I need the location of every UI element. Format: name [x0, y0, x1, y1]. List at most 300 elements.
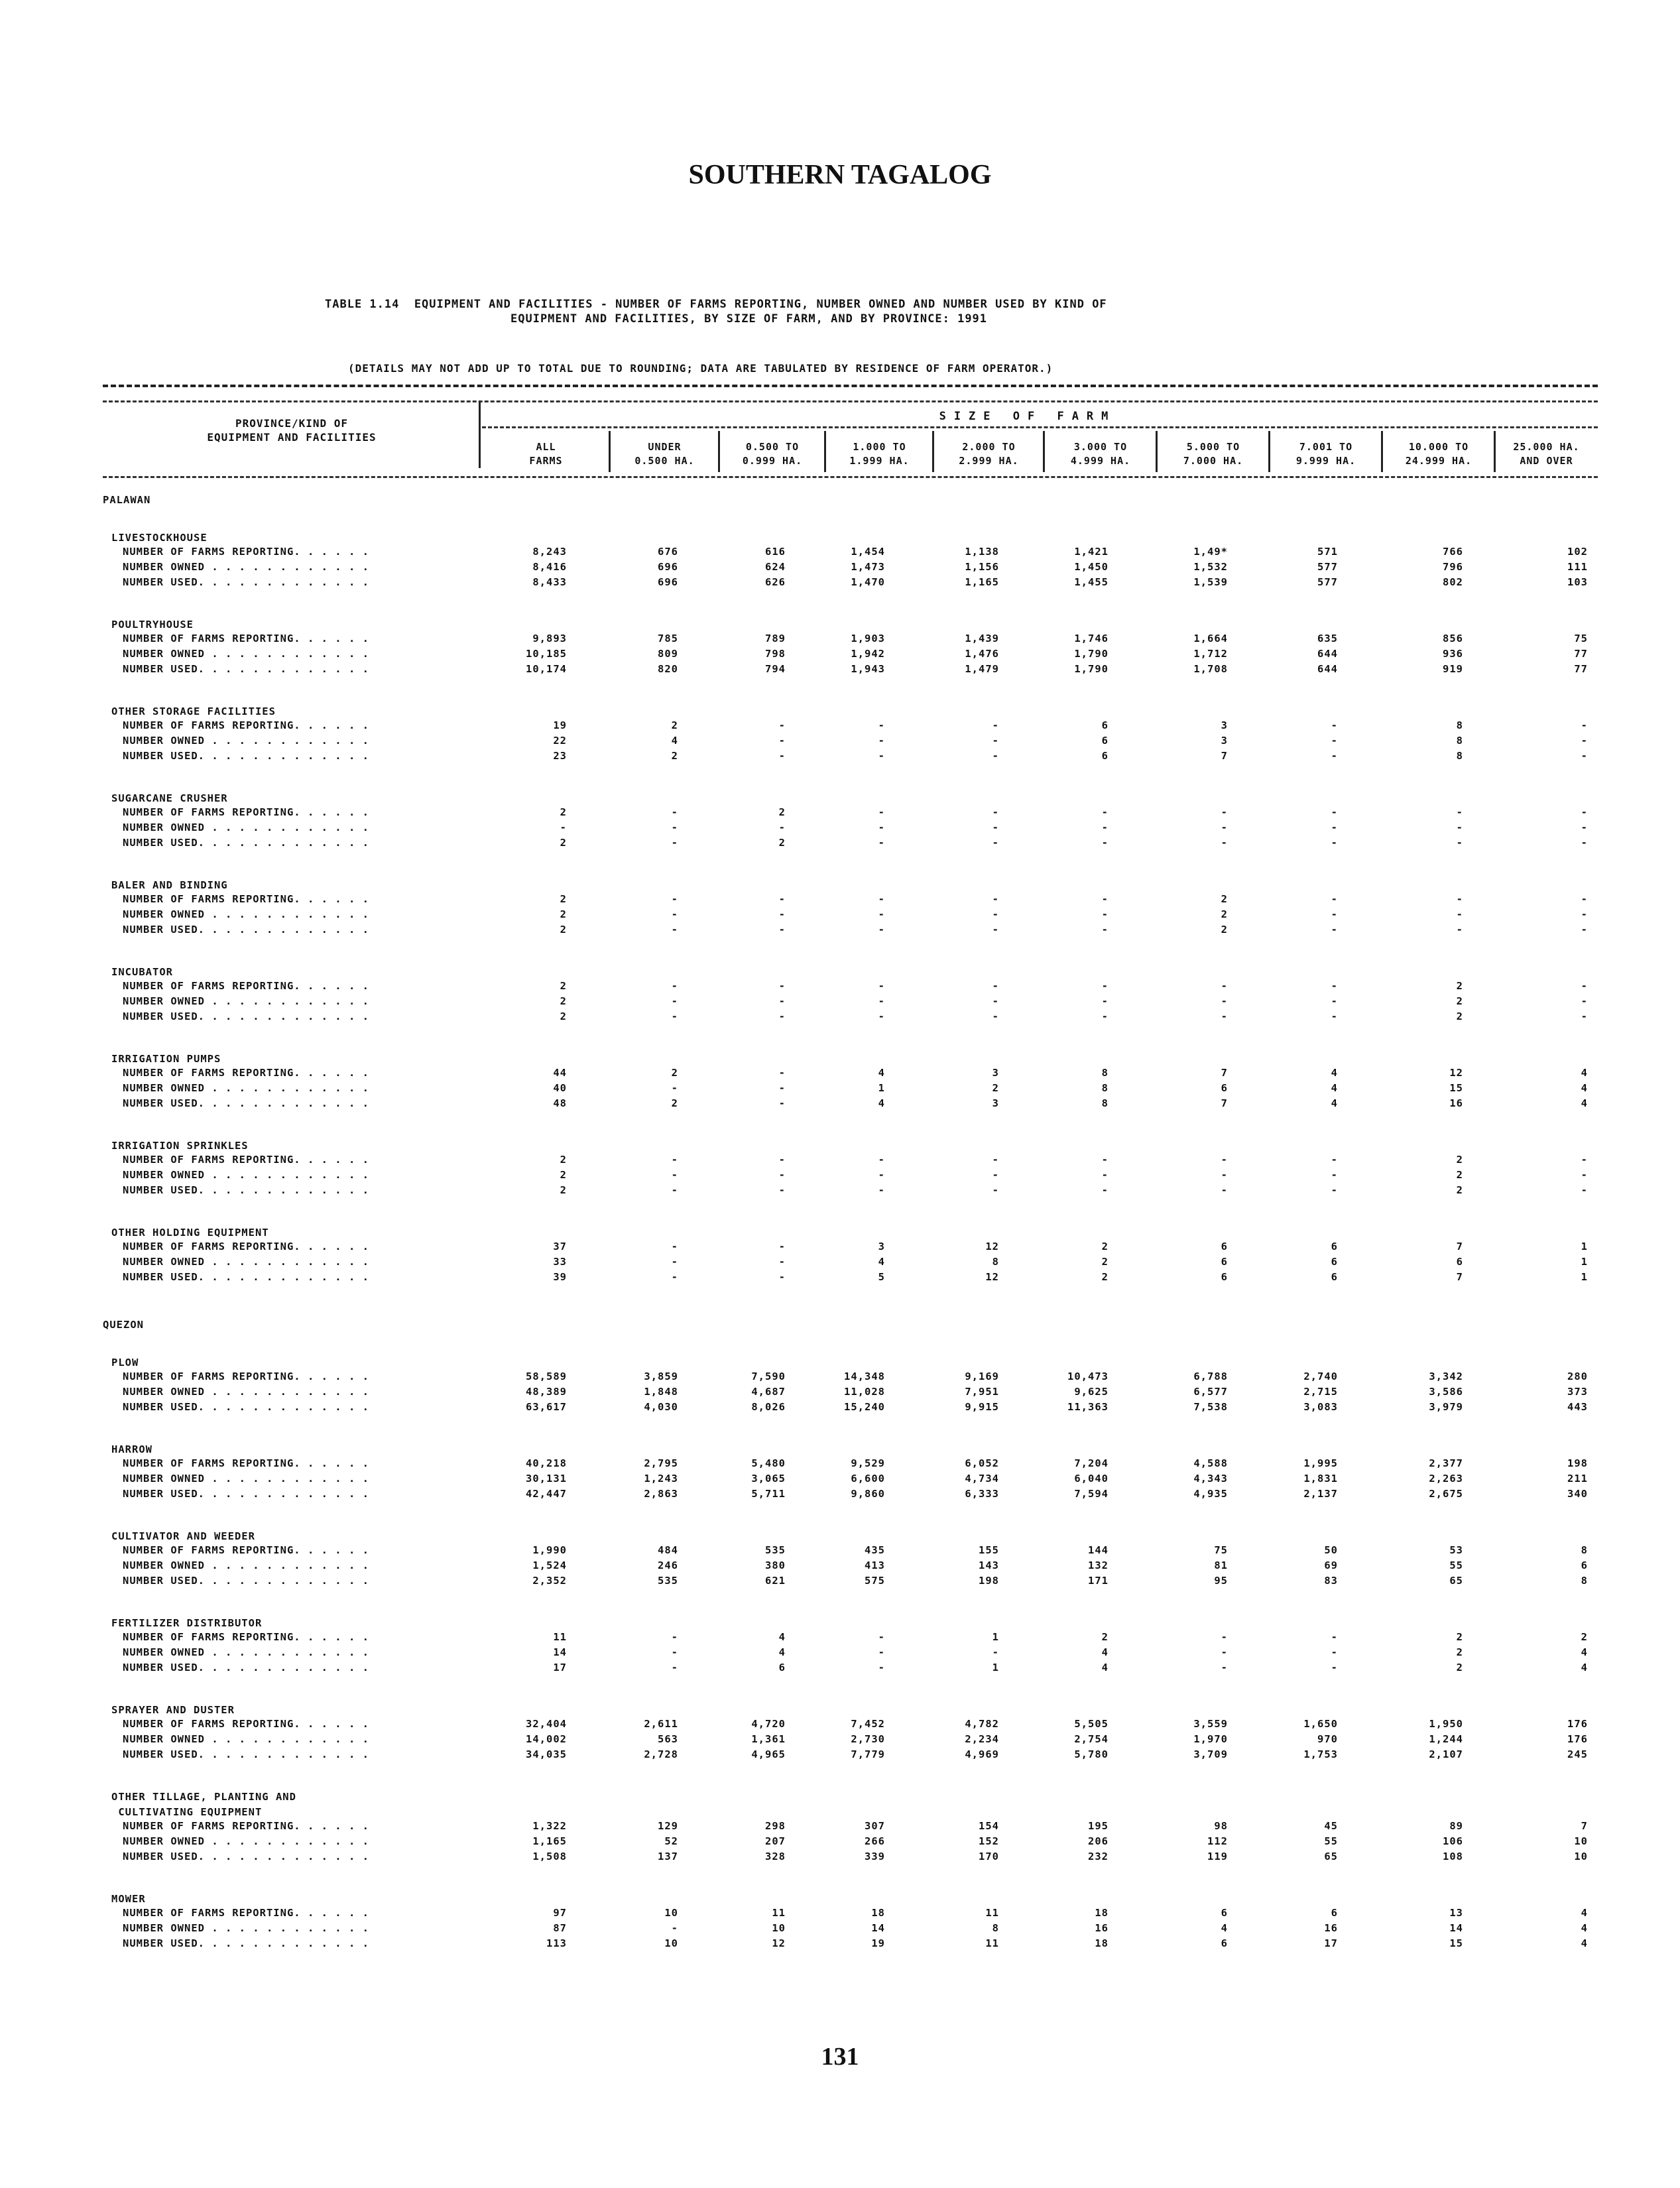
table-cell: 89	[1449, 1820, 1463, 1832]
column-header: ALL FARMS	[529, 441, 563, 467]
table-cell: 4	[1331, 1082, 1338, 1094]
table-cell: 8	[1581, 1544, 1588, 1556]
table-cell: 10	[1574, 1835, 1588, 1847]
column-divider	[1268, 431, 1270, 472]
table-cell: -	[671, 806, 678, 818]
row-label: NUMBER OWNED . . . . . . . . . . . .	[123, 1733, 369, 1745]
table-cell: -	[1456, 806, 1463, 818]
table-cell: 15	[1449, 1082, 1463, 1094]
table-cell: 2,137	[1303, 1488, 1338, 1500]
table-cell: -	[1581, 837, 1588, 849]
table-cell: 4	[1581, 1067, 1588, 1079]
table-cell: 373	[1567, 1386, 1588, 1398]
table-cell: -	[671, 821, 678, 833]
table-cell: 1,942	[851, 648, 885, 660]
row-label: NUMBER OWNED . . . . . . . . . . . .	[123, 908, 369, 920]
table-cell: -	[992, 908, 999, 920]
table-cell: 14	[1449, 1922, 1463, 1934]
row-label: NUMBER USED. . . . . . . . . . . . .	[123, 1937, 369, 1949]
table-cell: -	[992, 924, 999, 936]
table-cell: 298	[765, 1820, 786, 1832]
table-cell: -	[878, 750, 885, 762]
table-cell: 820	[658, 663, 678, 675]
equipment-group-name: OTHER STORAGE FACILITIES	[111, 705, 276, 717]
table-cell: 3,859	[644, 1370, 678, 1382]
table-cell: 14,348	[844, 1370, 885, 1382]
equipment-group-name: OTHER TILLAGE, PLANTING AND CULTIVATING EQUIPMENT	[111, 1791, 296, 1818]
table-cell: 785	[658, 633, 678, 644]
table-cell: -	[878, 719, 885, 731]
row-label: NUMBER OWNED . . . . . . . . . . . .	[123, 648, 369, 660]
table-cell: 30,131	[526, 1473, 567, 1485]
table-cell: -	[1581, 1154, 1588, 1166]
table-cell: -	[778, 980, 786, 992]
table-cell: -	[1331, 995, 1338, 1007]
table-title-line2: EQUIPMENT AND FACILITIES, BY SIZE OF FARM, AND BY PROVINCE: 1991	[510, 312, 988, 326]
table-cell: -	[1101, 1184, 1109, 1196]
table-cell: 10	[772, 1922, 786, 1934]
table-cell: -	[1221, 1169, 1228, 1181]
table-cell: 1,539	[1193, 576, 1228, 588]
table-cell: 1,243	[644, 1473, 678, 1485]
table-cell: 1,970	[1193, 1733, 1228, 1745]
table-cell: 2,611	[644, 1718, 678, 1730]
table-cell: 616	[765, 546, 786, 558]
table-cell: -	[778, 924, 786, 936]
row-label: NUMBER USED. . . . . . . . . . . . .	[123, 1662, 369, 1673]
table-cell: -	[1221, 1662, 1228, 1673]
table-cell: 563	[658, 1733, 678, 1745]
table-cell: 65	[1324, 1851, 1338, 1862]
table-row	[123, 821, 1608, 837]
table-cell: 176	[1567, 1718, 1588, 1730]
table-cell: 48	[553, 1097, 567, 1109]
table-cell: -	[778, 1067, 786, 1079]
table-cell: 4	[1331, 1097, 1338, 1109]
table-cell: 58,589	[526, 1370, 567, 1382]
table-cell: 17	[1324, 1937, 1338, 1949]
table-cell: -	[878, 908, 885, 920]
table-cell: 1,532	[1193, 561, 1228, 573]
table-cell: 2	[1456, 1662, 1463, 1673]
table-cell: 6	[1456, 1256, 1463, 1268]
row-label: NUMBER USED. . . . . . . . . . . . .	[123, 750, 369, 762]
table-cell: 3,065	[751, 1473, 786, 1485]
row-label: NUMBER OF FARMS REPORTING. . . . . .	[123, 1241, 369, 1252]
table-cell: 1	[1581, 1271, 1588, 1283]
row-label: NUMBER OWNED . . . . . . . . . . . .	[123, 1922, 369, 1934]
column-header: 7.001 TO 9.999 HA.	[1295, 441, 1356, 467]
table-cell: 8,433	[532, 576, 567, 588]
table-cell: 856	[1443, 633, 1463, 644]
row-label: NUMBER OF FARMS REPORTING. . . . . .	[123, 1457, 369, 1469]
table-cell: 2	[560, 924, 567, 936]
equipment-group-name: IRRIGATION SPRINKLES	[111, 1140, 249, 1152]
table-cell: 32,404	[526, 1718, 567, 1730]
table-row	[123, 1907, 1608, 1922]
table-cell: 11	[985, 1937, 999, 1949]
table-cell: -	[671, 924, 678, 936]
table-cell: 2,263	[1429, 1473, 1463, 1485]
table-cell: -	[1331, 1010, 1338, 1022]
column-divider	[1043, 431, 1045, 472]
table-cell: 1,650	[1303, 1718, 1338, 1730]
table-cell: 10	[664, 1937, 678, 1949]
table-cell: 1,903	[851, 633, 885, 644]
row-label: NUMBER OF FARMS REPORTING. . . . . .	[123, 1370, 369, 1382]
table-cell: 6,333	[965, 1488, 999, 1500]
table-cell: -	[671, 908, 678, 920]
table-cell: 1,421	[1074, 546, 1109, 558]
table-cell: 1,165	[965, 576, 999, 588]
row-label: NUMBER OWNED . . . . . . . . . . . .	[123, 1646, 369, 1658]
row-label: NUMBER USED. . . . . . . . . . . . .	[123, 1851, 369, 1862]
table-cell: -	[992, 806, 999, 818]
table-cell: 7,951	[965, 1386, 999, 1398]
table-row	[123, 924, 1608, 939]
table-cell: -	[1331, 837, 1338, 849]
table-cell: 4,965	[751, 1748, 786, 1760]
table-cell: 19	[553, 719, 567, 731]
column-header: 2.000 TO 2.999 HA.	[959, 441, 1019, 467]
table-cell: 571	[1317, 546, 1338, 558]
row-label: NUMBER OF FARMS REPORTING. . . . . .	[123, 1154, 369, 1166]
table-cell: 12	[985, 1271, 999, 1283]
table-cell: 6	[1581, 1559, 1588, 1571]
table-cell: 195	[1088, 1820, 1109, 1832]
table-cell: -	[1221, 1646, 1228, 1658]
table-row	[123, 1010, 1608, 1026]
table-cell: 766	[1443, 546, 1463, 558]
table-cell: -	[1456, 893, 1463, 905]
row-label: NUMBER USED. . . . . . . . . . . . .	[123, 837, 369, 849]
table-cell: -	[878, 806, 885, 818]
table-cell: 8	[1101, 1097, 1109, 1109]
table-cell: 18	[1095, 1937, 1109, 1949]
table-cell: 4	[1581, 1646, 1588, 1658]
table-cell: 1,848	[644, 1386, 678, 1398]
equipment-group-name: OTHER HOLDING EQUIPMENT	[111, 1227, 269, 1239]
table-cell: 144	[1088, 1544, 1109, 1556]
table-cell: 1	[992, 1631, 999, 1643]
table-cell: 2	[1456, 1154, 1463, 1166]
table-note: (DETAILS MAY NOT ADD UP TO TOTAL DUE TO ROUNDING; DATA ARE TABULATED BY RESIDENCE OF FARM OPERATOR.)	[348, 362, 1053, 375]
table-cell: 6,600	[851, 1473, 885, 1485]
column-divider	[1381, 431, 1383, 472]
table-cell: 7,590	[751, 1370, 786, 1382]
table-cell: 42,447	[526, 1488, 567, 1500]
table-cell: -	[1331, 719, 1338, 731]
table-cell: 4,720	[751, 1718, 786, 1730]
table-cell: 1,990	[532, 1544, 567, 1556]
table-cell: -	[1581, 908, 1588, 920]
table-cell: 14,002	[526, 1733, 567, 1745]
table-cell: 3	[1221, 735, 1228, 747]
table-cell: -	[778, 735, 786, 747]
table-cell: -	[1581, 1169, 1588, 1181]
table-cell: 9,625	[1074, 1386, 1109, 1398]
table-cell: 1,361	[751, 1733, 786, 1745]
table-cell: 2,352	[532, 1575, 567, 1587]
table-row	[123, 1835, 1608, 1851]
table-cell: 34,035	[526, 1748, 567, 1760]
table-cell: 48,389	[526, 1386, 567, 1398]
table-cell: 794	[765, 663, 786, 675]
table-row	[123, 663, 1608, 678]
table-cell: 2	[560, 1169, 567, 1181]
row-label: NUMBER OF FARMS REPORTING. . . . . .	[123, 1907, 369, 1919]
table-cell: 4,734	[965, 1473, 999, 1485]
table-cell: 435	[865, 1544, 885, 1556]
table-cell: 2	[560, 806, 567, 818]
table-row	[123, 837, 1608, 852]
row-label: NUMBER OWNED . . . . . . . . . . . .	[123, 1386, 369, 1398]
row-label: NUMBER OF FARMS REPORTING. . . . . .	[123, 1631, 369, 1643]
table-cell: 113	[546, 1937, 567, 1949]
table-cell: 2	[1221, 908, 1228, 920]
table-cell: 18	[1095, 1907, 1109, 1919]
table-cell: -	[992, 893, 999, 905]
table-row	[123, 1820, 1608, 1835]
table-cell: 7,538	[1193, 1401, 1228, 1413]
table-cell: 55	[1324, 1835, 1338, 1847]
table-cell: 789	[765, 633, 786, 644]
table-cell: -	[1101, 821, 1109, 833]
table-row	[123, 735, 1608, 750]
table-cell: 1,439	[965, 633, 999, 644]
table-cell: 137	[658, 1851, 678, 1862]
table-cell: 155	[979, 1544, 999, 1556]
table-cell: 3,586	[1429, 1386, 1463, 1398]
table-cell: 970	[1317, 1733, 1338, 1745]
table-cell: 1	[878, 1082, 885, 1094]
table-cell: 2	[1456, 1169, 1463, 1181]
table-cell: -	[878, 1169, 885, 1181]
table-cell: 13	[1449, 1907, 1463, 1919]
table-row	[123, 1631, 1608, 1646]
table-cell: -	[992, 1169, 999, 1181]
table-cell: 6	[1101, 735, 1109, 747]
table-cell: 9,893	[532, 633, 567, 644]
table-cell: -	[1331, 821, 1338, 833]
table-cell: 4	[878, 1067, 885, 1079]
table-cell: 1,476	[965, 648, 999, 660]
table-cell: 1,508	[532, 1851, 567, 1862]
table-cell: -	[778, 821, 786, 833]
table-cell: 11	[772, 1907, 786, 1919]
table-row	[123, 648, 1608, 663]
table-cell: -	[671, 995, 678, 1007]
column-header: 10.000 TO 24.999 HA.	[1405, 441, 1472, 467]
table-cell: -	[1581, 893, 1588, 905]
table-cell: 2	[1456, 1010, 1463, 1022]
table-cell: 198	[1567, 1457, 1588, 1469]
table-cell: -	[778, 995, 786, 1007]
table-cell: 626	[765, 576, 786, 588]
table-cell: 207	[765, 1835, 786, 1847]
table-cell: -	[1331, 1184, 1338, 1196]
table-cell: 106	[1443, 1835, 1463, 1847]
column-header: 25.000 HA. AND OVER	[1513, 441, 1580, 467]
table-cell: -	[992, 750, 999, 762]
table-cell: -	[1221, 1010, 1228, 1022]
table-cell: -	[671, 1922, 678, 1934]
table-cell: 6	[1221, 1271, 1228, 1283]
table-cell: 696	[658, 576, 678, 588]
table-cell: -	[1581, 750, 1588, 762]
table-cell: 8	[992, 1256, 999, 1268]
table-cell: 4,969	[965, 1748, 999, 1760]
table-cell: -	[778, 908, 786, 920]
table-cell: 6	[1331, 1241, 1338, 1252]
table-cell: 40,218	[526, 1457, 567, 1469]
table-cell: -	[671, 1082, 678, 1094]
equipment-group-name: POULTRYHOUSE	[111, 619, 194, 631]
table-cell: 1,790	[1074, 648, 1109, 660]
table-cell: -	[778, 1097, 786, 1109]
row-label: NUMBER USED. . . . . . . . . . . . .	[123, 663, 369, 675]
table-cell: -	[778, 893, 786, 905]
table-cell: 10,174	[526, 663, 567, 675]
table-cell: 19	[871, 1937, 885, 1949]
table-row	[123, 1271, 1608, 1286]
table-cell: 4	[1101, 1646, 1109, 1658]
table-cell: 170	[979, 1851, 999, 1862]
table-cell: 12	[985, 1241, 999, 1252]
province-name: QUEZON	[103, 1319, 144, 1331]
table-cell: 6	[1221, 1082, 1228, 1094]
table-cell: 9,529	[851, 1457, 885, 1469]
column-divider	[932, 431, 934, 472]
table-row	[123, 1386, 1608, 1401]
table-cell: -	[1456, 821, 1463, 833]
table-cell: 696	[658, 561, 678, 573]
table-row	[123, 1718, 1608, 1733]
table-cell: 108	[1443, 1851, 1463, 1862]
table-cell: -	[1101, 924, 1109, 936]
row-label: NUMBER USED. . . . . . . . . . . . .	[123, 924, 369, 936]
table-cell: 15,240	[844, 1401, 885, 1413]
table-cell: 8,416	[532, 561, 567, 573]
table-cell: 154	[979, 1820, 999, 1832]
table-cell: -	[1456, 924, 1463, 936]
table-cell: 1,995	[1303, 1457, 1338, 1469]
column-header: UNDER 0.500 HA.	[634, 441, 695, 467]
equipment-group-name: BALER AND BINDING	[111, 879, 228, 891]
table-cell: 95	[1214, 1575, 1228, 1587]
table-cell: -	[778, 1271, 786, 1283]
table-cell: -	[1331, 908, 1338, 920]
table-cell: -	[1101, 908, 1109, 920]
table-cell: 11	[985, 1907, 999, 1919]
column-divider	[1156, 431, 1158, 472]
table-cell: -	[778, 719, 786, 731]
table-cell: 1,470	[851, 576, 885, 588]
table-cell: 8	[1101, 1082, 1109, 1094]
table-cell: 2	[1221, 893, 1228, 905]
table-row	[123, 1851, 1608, 1866]
table-cell: 577	[1317, 576, 1338, 588]
table-cell: 3,559	[1193, 1718, 1228, 1730]
table-cell: 103	[1567, 576, 1588, 588]
table-cell: 809	[658, 648, 678, 660]
table-cell: 23	[553, 750, 567, 762]
table-cell: 8	[1456, 750, 1463, 762]
table-cell: 83	[1324, 1575, 1338, 1587]
table-cell: 10,473	[1067, 1370, 1109, 1382]
equipment-group-name: HARROW	[111, 1443, 152, 1455]
table-cell: 6	[1331, 1907, 1338, 1919]
row-label: NUMBER USED. . . . . . . . . . . . .	[123, 1271, 369, 1283]
table-cell: 676	[658, 546, 678, 558]
row-label: NUMBER OWNED . . . . . . . . . . . .	[123, 995, 369, 1007]
table-cell: 5	[878, 1271, 885, 1283]
table-row	[123, 1473, 1608, 1488]
table-cell: 1,156	[965, 561, 999, 573]
table-row	[123, 1575, 1608, 1590]
table-cell: -	[1456, 908, 1463, 920]
page-header: SOUTHERN TAGALOG	[688, 160, 992, 190]
table-cell: -	[1581, 806, 1588, 818]
table-cell: -	[1101, 893, 1109, 905]
table-row	[123, 1662, 1608, 1677]
table-cell: -	[671, 980, 678, 992]
table-cell: -	[1221, 995, 1228, 1007]
row-label: NUMBER USED. . . . . . . . . . . . .	[123, 1748, 369, 1760]
table-cell: 1,524	[532, 1559, 567, 1571]
table-cell: 3,709	[1193, 1748, 1228, 1760]
table-cell: 266	[865, 1835, 885, 1847]
equipment-group-name: FERTILIZER DISTRIBUTOR	[111, 1617, 263, 1629]
table-top-rule	[103, 385, 1598, 387]
table-cell: 4	[1101, 1662, 1109, 1673]
table-cell: 53	[1449, 1544, 1463, 1556]
table-cell: 2	[671, 1097, 678, 1109]
table-cell: -	[778, 1169, 786, 1181]
table-cell: 3,342	[1429, 1370, 1463, 1382]
table-cell: -	[1101, 995, 1109, 1007]
table-cell: 2,863	[644, 1488, 678, 1500]
table-row	[123, 1544, 1608, 1559]
table-cell: 4	[878, 1256, 885, 1268]
table-row	[123, 995, 1608, 1010]
table-cell: 2,107	[1429, 1748, 1463, 1760]
table-row	[123, 1082, 1608, 1097]
table-cell: 69	[1324, 1559, 1338, 1571]
table-cell: 2	[1456, 1184, 1463, 1196]
equipment-group-name: PLOW	[111, 1357, 139, 1368]
table-cell: -	[1581, 1184, 1588, 1196]
table-cell: 2,715	[1303, 1386, 1338, 1398]
table-cell: 39	[553, 1271, 567, 1283]
table-cell: 206	[1088, 1835, 1109, 1847]
table-row	[123, 1241, 1608, 1256]
table-cell: 1	[1581, 1256, 1588, 1268]
table-cell: 936	[1443, 648, 1463, 660]
row-label: NUMBER OF FARMS REPORTING. . . . . .	[123, 546, 369, 558]
table-cell: 4,782	[965, 1718, 999, 1730]
table-cell: -	[778, 1256, 786, 1268]
table-cell: -	[992, 1010, 999, 1022]
table-cell: -	[992, 837, 999, 849]
table-cell: 1,664	[1193, 633, 1228, 644]
table-cell: 8	[1456, 719, 1463, 731]
table-cell: 2,740	[1303, 1370, 1338, 1382]
table-cell: 2	[1581, 1631, 1588, 1643]
table-cell: 4	[778, 1646, 786, 1658]
table-cell: 443	[1567, 1401, 1588, 1413]
table-cell: -	[878, 837, 885, 849]
